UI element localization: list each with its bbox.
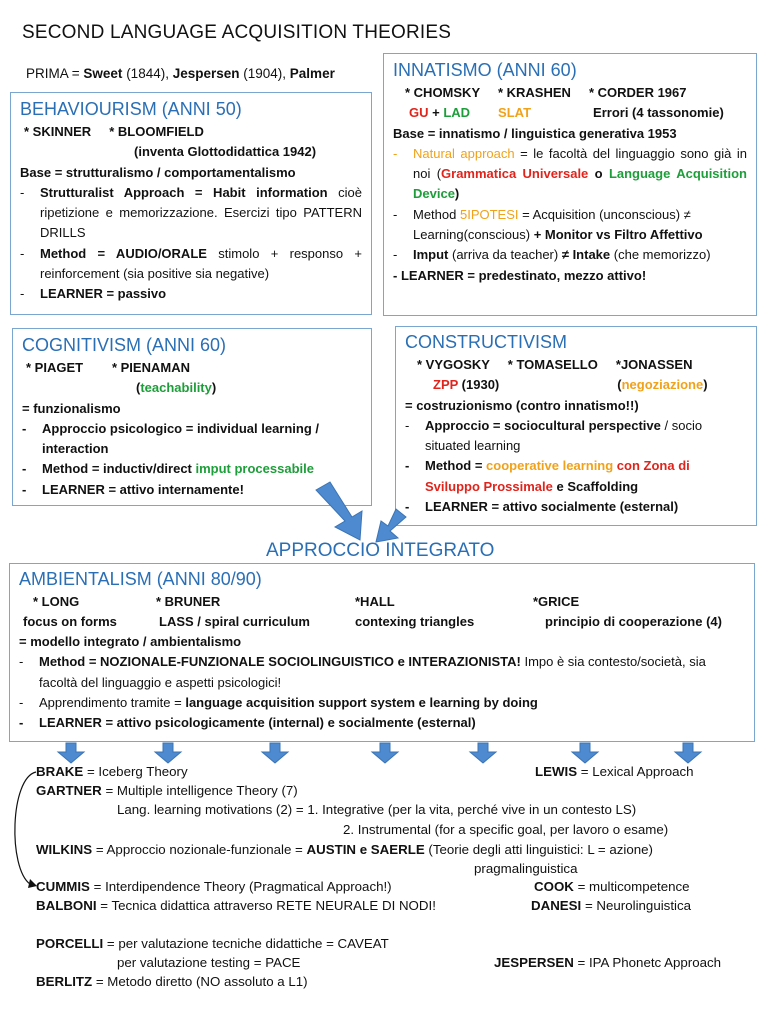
behaviourism-base: Base = strutturalismo / comportamentalismo bbox=[20, 164, 296, 180]
item-text: stimolo + responso + reinforcement (sia positive sia negative) bbox=[40, 245, 362, 282]
lewis-line bbox=[535, 762, 694, 782]
arrow-down-icon bbox=[155, 743, 181, 763]
list-item: - Method 5IPOTESI = Acquisition (unconscious) ≠ Learning(conscious) + Monitor vs Filtro Affettivo bbox=[393, 206, 703, 243]
zona-label: Zona di Sviluppo Prossimale bbox=[425, 458, 690, 494]
item-text: LEARNER = attivo internamente! bbox=[42, 481, 244, 497]
lad-label: LAD bbox=[443, 105, 471, 121]
method-label: Method bbox=[413, 206, 460, 222]
ambientalism-subs bbox=[19, 612, 745, 632]
slat-label: SLAT bbox=[498, 105, 532, 121]
brake-name: BRAKE bbox=[36, 764, 84, 779]
imput-processabile: imput processabile bbox=[195, 461, 314, 477]
danesi-line bbox=[531, 896, 691, 916]
prima-jespersen: Jespersen bbox=[172, 66, 240, 81]
pragma-line: pragmalinguistica bbox=[474, 861, 578, 876]
instr-line: 2. Instrumental (for a specific goal, per lavoro o esame) bbox=[343, 822, 669, 837]
teachability: teachability bbox=[140, 380, 212, 396]
wilkins-name: WILKINS bbox=[36, 842, 93, 857]
imput-label: Imput bbox=[413, 247, 449, 263]
arrow-down-icon bbox=[372, 743, 398, 763]
gartner-line bbox=[36, 781, 298, 801]
list-item: - Method = cooperative learning con Zona di Sviluppo Prossimale e Scaffolding bbox=[405, 458, 690, 494]
sub-bruner: LASS / spiral curriculum bbox=[159, 614, 310, 629]
item-bold: Strutturalist Approach = Habit information bbox=[40, 184, 328, 200]
monitor-label: + Monitor vs Filtro Affettivo bbox=[533, 227, 703, 243]
sub-hall: contexing triangles bbox=[355, 614, 475, 629]
method-label: Method = NOZIONALE-FUNZIONALE SOCIOLINGUISTICO e INTERAZIONISTA! bbox=[39, 654, 521, 670]
list-item: - LEARNER = attivo internamente! bbox=[22, 481, 244, 497]
item-text: Method = inductiv/direct bbox=[42, 461, 196, 477]
scaffolding-label: e Scaffolding bbox=[552, 478, 639, 494]
jespersen-name: JESPERSEN bbox=[494, 955, 574, 970]
cook-line bbox=[534, 877, 690, 897]
intake-label: ≠ Intake bbox=[561, 247, 611, 263]
che-label: (che memorizzo) bbox=[610, 247, 711, 263]
list-item: - Approccio = sociocultural perspective / socio situated learning bbox=[405, 417, 703, 454]
sub-grice: principio di cooperazione (4) bbox=[545, 614, 722, 629]
gartner-text: = Multiple intelligence Theory (7) bbox=[101, 783, 298, 798]
name-hall: *HALL bbox=[355, 594, 395, 609]
list-item: - Method = NOZIONALE-FUNZIONALE SOCIOLINGUISTICO e INTERAZIONISTA! Impo è sia contesto/società, sia facoltà del linguaggio e aspetti psicologici! bbox=[19, 654, 706, 690]
arrow-down-icon bbox=[470, 743, 496, 763]
arrow-down-icon bbox=[262, 743, 288, 763]
innatismo-base: Base = innatismo / linguistica generativa 1953 bbox=[393, 125, 677, 141]
ambientalism-title: AMBIENTALISM (ANNI 80/90) bbox=[19, 569, 262, 589]
innatismo-names: * CHOMSKY * KRASHEN * CORDER 1967 bbox=[405, 85, 687, 100]
innatismo-learner: - LEARNER = predestinato, mezzo attivo! bbox=[393, 267, 647, 283]
errori-label: Errori (4 tassonomie) bbox=[593, 105, 724, 121]
balboni-line bbox=[36, 896, 436, 916]
bottom-list bbox=[0, 762, 768, 1022]
cognitivism-title: COGNITIVISM (ANNI 60) bbox=[22, 335, 227, 355]
wilkins-line bbox=[36, 840, 653, 860]
list-item: - Natural approach = le facoltà del linguaggio sono già in noi (Grammatica Universale o Language Acquisition Device) bbox=[393, 145, 748, 202]
berlitz-text: = Metodo diretto (NO assoluto a L1) bbox=[92, 974, 308, 989]
item-bold: Method = AUDIO/ORALE bbox=[40, 245, 207, 261]
list-item: - LEARNER = attivo socialmente (esternal) bbox=[405, 499, 679, 515]
lad-full: Language Acquisition Device bbox=[413, 166, 747, 202]
list-item: - Strutturalist Approach = Habit information cioè ripetizione e memorizzazione. Esercizi tipo PATTERN DRILLS bbox=[20, 184, 362, 241]
prima-jespersen-year: (1904), bbox=[239, 66, 290, 81]
negoziazione: negoziazione bbox=[621, 377, 704, 393]
plus-label: + bbox=[428, 105, 444, 121]
porcelli-text: = per valutazione tecniche didattiche = CAVEAT bbox=[103, 936, 389, 951]
imput-text: (arriva da teacher) bbox=[448, 247, 562, 263]
appr-bold: language acquisition support system e learning by doing bbox=[185, 694, 538, 710]
list-item: - Approccio psicologico = individual learning / interaction bbox=[22, 420, 320, 457]
brake-text: = Iceberg Theory bbox=[83, 764, 188, 779]
close-paren: ) bbox=[454, 186, 460, 202]
cognitivism-names: * PIAGET * PIENAMAN bbox=[26, 360, 190, 375]
berlitz-line bbox=[36, 972, 308, 992]
balboni-name: BALBONI bbox=[36, 898, 97, 913]
prima-palmer: Palmer bbox=[289, 66, 335, 81]
gartner-name: GARTNER bbox=[36, 783, 102, 798]
zpp-year: (1930) bbox=[458, 377, 500, 393]
wilkins-text: = Approccio nozionale-funzionale = bbox=[92, 842, 307, 857]
cook-name: COOK bbox=[534, 879, 574, 894]
lewis-text: = Lexical Approach bbox=[577, 764, 694, 779]
con-label: con bbox=[613, 458, 644, 474]
name-bruner: * BRUNER bbox=[156, 594, 221, 609]
cummis-text: = Interdipendence Theory (Pragmatical Approach!) bbox=[89, 879, 392, 894]
constructivism-title: CONSTRUCTIVISM bbox=[405, 332, 567, 352]
wilkins-text2: (Teorie degli atti linguistici: L = azione) bbox=[424, 842, 653, 857]
list-item: - Method = inductiv/direct imput processabile bbox=[22, 461, 314, 477]
item-text: Approccio psicologico = individual learning / interaction bbox=[42, 420, 320, 457]
list-item: - LEARNER = attivo psicologicamente (internal) e socialmente (esternal) bbox=[19, 715, 476, 731]
cognitivism-base: = funzionalismo bbox=[22, 400, 121, 416]
method-label: Method = bbox=[425, 458, 487, 474]
list-item: - Imput (arriva da teacher) ≠ Intake (che memorizzo) bbox=[393, 247, 711, 263]
porcelli-line2: per valutazione testing = PACE bbox=[117, 955, 301, 970]
natural-text: = le facoltà del linguaggio sono già in noi ( bbox=[413, 145, 748, 182]
behaviourism-names: * SKINNER * BLOOMFIELD bbox=[24, 124, 204, 139]
lang-line: Lang. learning motivations (2) = 1. Integrative (per la vita, perché vive in un contesto LS) bbox=[117, 802, 637, 817]
porcelli-line bbox=[36, 934, 389, 954]
lewis-name: LEWIS bbox=[535, 764, 578, 779]
ipotesi-label: 5IPOTESI bbox=[459, 206, 519, 222]
ambientalism-list bbox=[19, 652, 745, 733]
ambientalism-names bbox=[19, 592, 745, 612]
arrow-down-icon bbox=[572, 743, 598, 763]
gu-label: GU bbox=[409, 105, 429, 121]
item-text: cioè ripetizione e memorizzazione. Esercizi tipo PATTERN DRILLS bbox=[40, 184, 362, 241]
zpp-label: ZPP bbox=[433, 377, 459, 393]
behaviourism-note: (inventa Glottodidattica 1942) bbox=[134, 144, 317, 160]
page-title: SECOND LANGUAGE ACQUISITION THEORIES bbox=[22, 22, 452, 43]
danesi-text: = Neurolinguistica bbox=[581, 898, 692, 913]
prima-sweet-year: (1844), bbox=[122, 66, 173, 81]
arrow-down-icon bbox=[58, 743, 84, 763]
method-text: Impo è sia contesto/società, sia facoltà del linguaggio e aspetti psicologici! bbox=[39, 654, 706, 690]
cognitivism-teach: (teachability) bbox=[136, 380, 217, 396]
jespersen-line bbox=[494, 953, 721, 973]
approccio-rest: / socio situated learning bbox=[425, 417, 703, 454]
innatismo-title: INNATISMO (ANNI 60) bbox=[393, 60, 577, 80]
danesi-name: DANESI bbox=[531, 898, 582, 913]
porcelli-name: PORCELLI bbox=[36, 936, 104, 951]
arrow-down-left-icon bbox=[376, 509, 406, 542]
arrow-down-icon bbox=[675, 743, 701, 763]
cummis-name: CUMMIS bbox=[36, 879, 90, 894]
constructivism-names: * VYGOSKY * TOMASELLO *JONASSEN bbox=[417, 357, 693, 372]
berlitz-name: BERLITZ bbox=[36, 974, 93, 989]
natural-approach: Natural approach bbox=[413, 145, 515, 161]
constructivism-zpp: ZPP (1930) (negoziazione) bbox=[433, 377, 708, 393]
prima-sweet: Sweet bbox=[83, 66, 123, 81]
list-item: - LEARNER = passivo bbox=[20, 286, 167, 302]
coop-label: cooperative learning bbox=[486, 458, 614, 474]
arrow-down-right-icon bbox=[316, 482, 362, 540]
integrato-title: APPROCCIO INTEGRATO bbox=[266, 540, 495, 561]
cook-text: = multicompetence bbox=[573, 879, 690, 894]
learner-label: LEARNER = attivo socialmente (esternal) bbox=[425, 499, 679, 515]
list-item: - Apprendimento tramite = language acquisition support system e learning by doing bbox=[19, 694, 538, 710]
name-long: * LONG bbox=[33, 594, 80, 609]
appr-text: Apprendimento tramite = bbox=[39, 694, 186, 710]
ambientalism-base: = modello integrato / ambientalismo bbox=[19, 634, 242, 649]
item-bold: LEARNER = passivo bbox=[40, 286, 167, 302]
gu-full: Grammatica Universale bbox=[441, 166, 589, 182]
name-grice: *GRICE bbox=[533, 594, 580, 609]
cummis-line bbox=[36, 877, 392, 897]
list-item: - Method = AUDIO/ORALE stimolo + responso + reinforcement (sia positive sia negative) bbox=[20, 245, 362, 282]
learner-label: LEARNER = attivo psicologicamente (internal) e socialmente (esternal) bbox=[39, 715, 476, 731]
sub-long: focus on forms bbox=[23, 614, 117, 629]
prima-label: PRIMA = bbox=[26, 66, 84, 81]
ambientalism-box bbox=[9, 563, 755, 742]
balboni-text: = Tecnica didattica attraverso RETE NEURALE DI NODI! bbox=[96, 898, 436, 913]
austin-name: AUSTIN e SAERLE bbox=[306, 842, 425, 857]
o-label: o bbox=[588, 166, 609, 182]
method-text: = Acquisition (unconscious) ≠ Learning(conscious) bbox=[413, 206, 691, 243]
constructivism-base: = costruzionismo (contro innatismo!!) bbox=[405, 397, 639, 413]
approccio-label: Approccio = sociocultural perspective bbox=[425, 417, 661, 433]
jespersen-text: = IPA Phonetc Approach bbox=[573, 955, 722, 970]
behaviourism-title: BEHAVIOURISM (ANNI 50) bbox=[20, 99, 242, 119]
brake-line bbox=[36, 762, 188, 782]
